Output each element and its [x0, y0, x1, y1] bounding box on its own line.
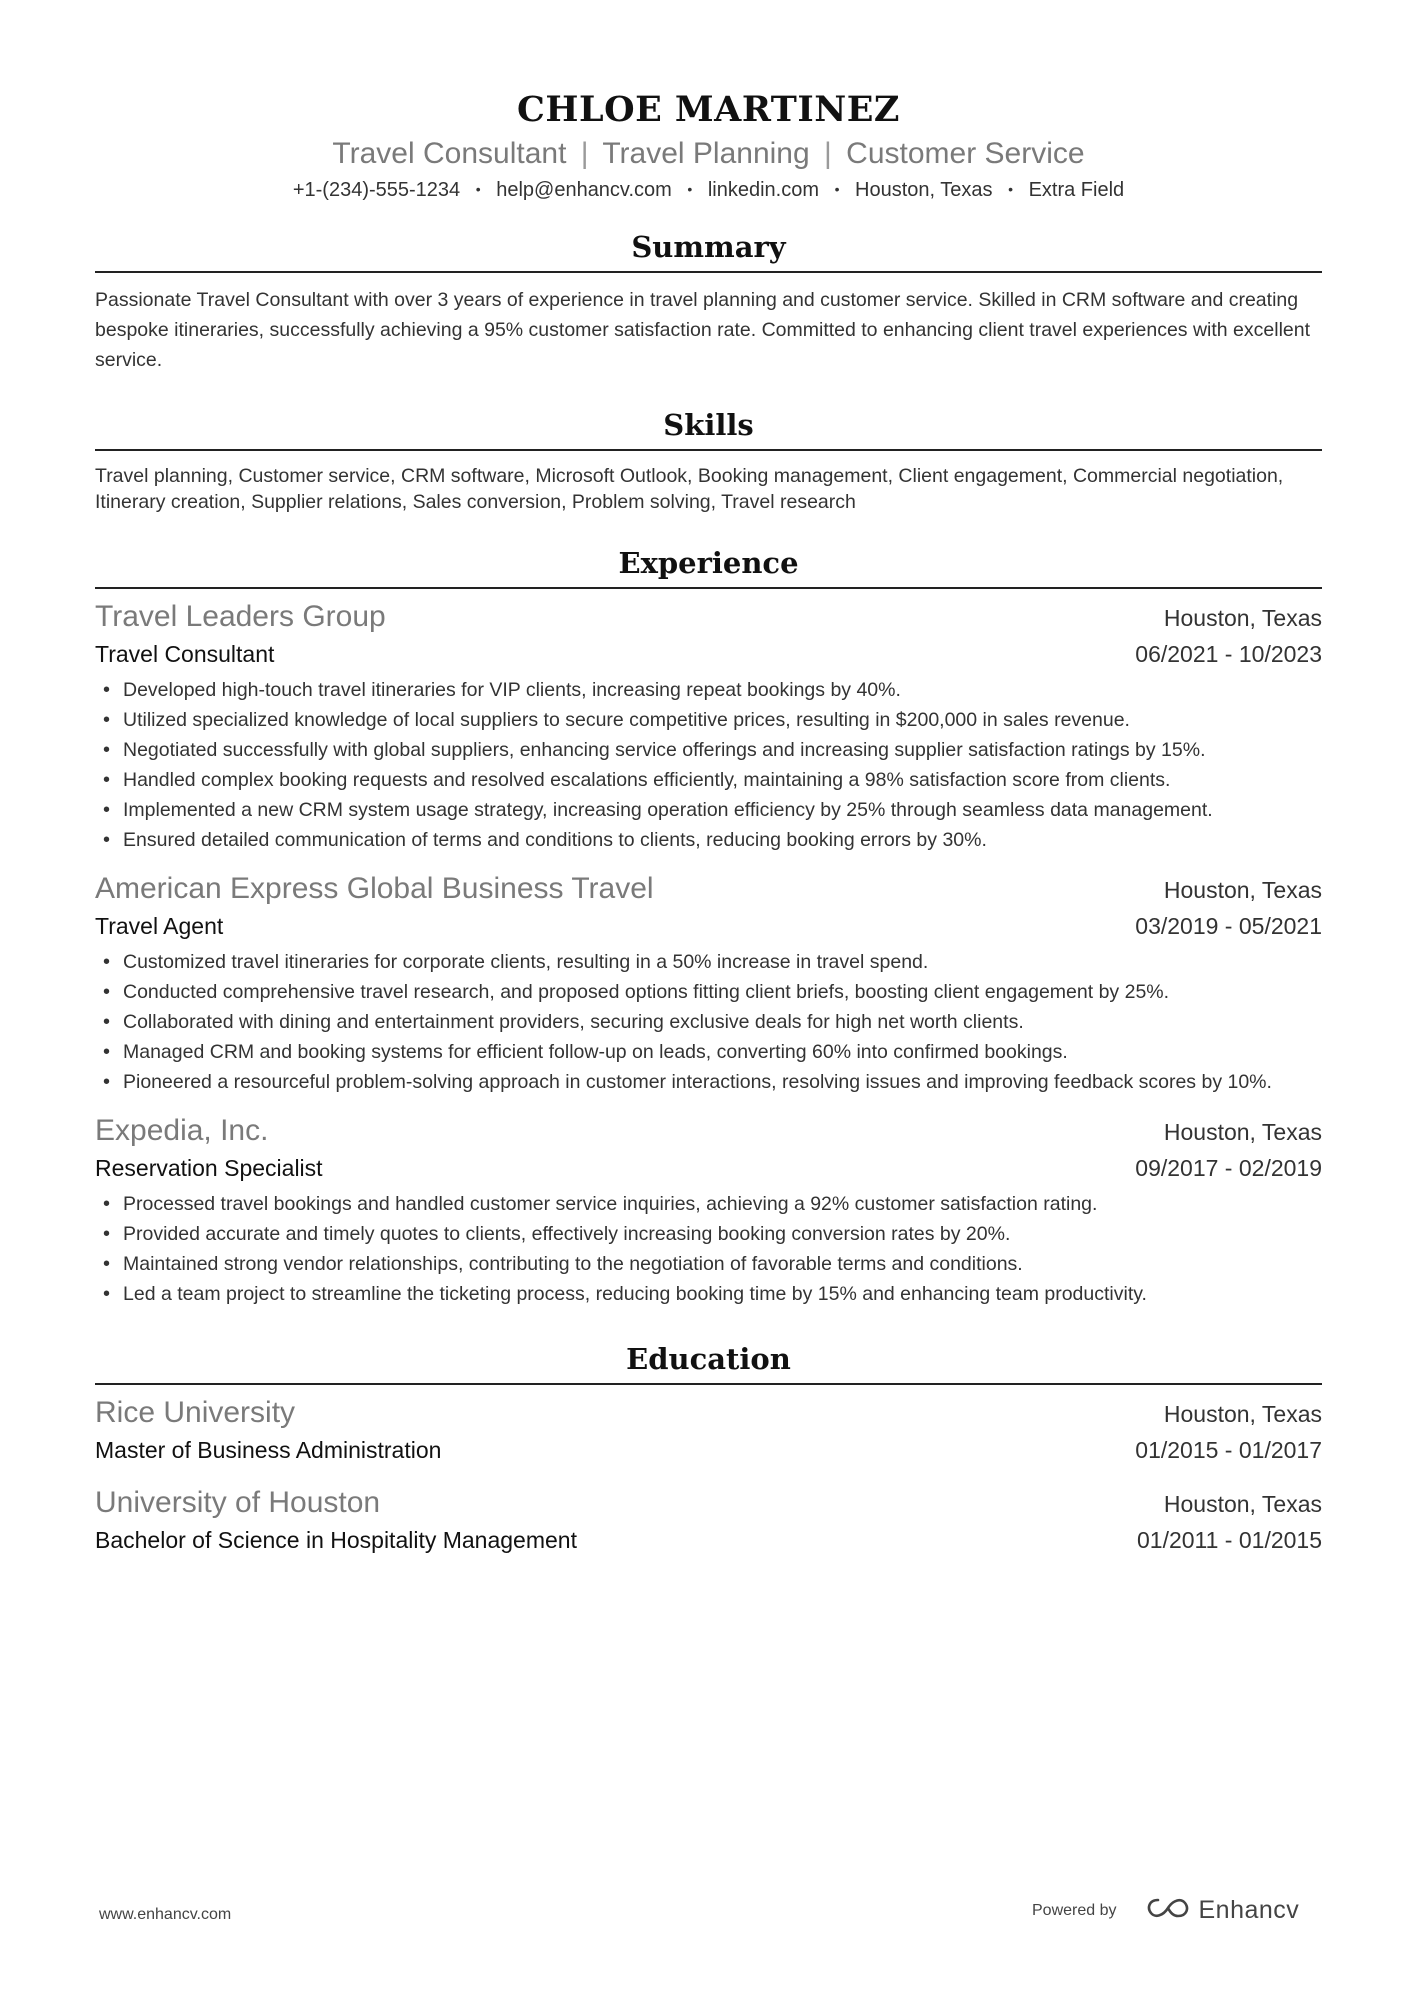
company-name: Travel Leaders Group [95, 600, 386, 633]
job-bullets [95, 1189, 1322, 1309]
resume-content [95, 80, 1322, 1557]
job-bullets [95, 675, 1322, 855]
headline-item: Customer Service [846, 137, 1085, 170]
headline-separator: | [824, 137, 832, 170]
powered-by-label: Powered by [1032, 1901, 1117, 1919]
job-bullet: • Provided accurate and timely quotes to clients, effectively increasing booking conversion rates by 20%. [95, 1219, 1322, 1249]
enhancv-brand-text[interactable]: Enhancv [1198, 1896, 1300, 1924]
education-dates: 01/2015 - 01/2017 [1135, 1437, 1322, 1463]
education-degree-row [95, 1523, 1322, 1557]
headline-item: Travel Consultant [332, 137, 567, 170]
contact-info [95, 176, 1322, 205]
degree-name: Master of Business Administration [95, 1437, 442, 1463]
school-location: Houston, Texas [1163, 1491, 1322, 1517]
section-heading-summary: Summary [95, 227, 1322, 273]
section-heading-skills: Skills [95, 405, 1322, 451]
contact-separator: • [687, 181, 693, 197]
headline-separator: | [580, 137, 589, 170]
contact-extra-field: Extra Field [1028, 179, 1125, 201]
job-bullet: • Collaborated with dining and entertainment providers, securing exclusive deals for high net worth clients. [95, 1007, 1322, 1037]
education-dates: 01/2011 - 01/2015 [1136, 1527, 1322, 1553]
job-bullet: • Maintained strong vendor relationships, contributing to the negotiation of favorable terms and conditions. [95, 1249, 1322, 1279]
education-header-row [95, 1483, 1322, 1523]
contact-linkedin[interactable]: linkedin.com [707, 179, 819, 201]
job-bullet: • Processed travel bookings and handled customer service inquiries, achieving a 92% customer satisfaction rating. [95, 1189, 1322, 1219]
education-entry [95, 1483, 1322, 1557]
section-heading-experience: Experience [95, 543, 1322, 589]
job-bullet: • Handled complex booking requests and resolved escalations efficiently, maintaining a 98% satisfaction score from clients. [95, 765, 1322, 795]
education-list [95, 1393, 1322, 1557]
contact-separator: • [1008, 181, 1013, 197]
resume-header [95, 86, 1322, 205]
job-title: Travel Agent [95, 913, 224, 939]
job-role-row [95, 1151, 1322, 1185]
job-bullet: • Ensured detailed communication of terms and conditions to clients, reducing booking errors by 30%. [95, 825, 1322, 855]
education-entry [95, 1393, 1322, 1467]
school-name: University of Houston [95, 1486, 381, 1519]
job-bullet: • Managed CRM and booking systems for efficient follow-up on leads, converting 60% into confirmed bookings. [95, 1037, 1322, 1067]
job-title: Reservation Specialist [95, 1155, 323, 1181]
job-location: Houston, Texas [1163, 877, 1322, 903]
skills-section [95, 405, 1322, 515]
skills-text: Travel planning, Customer service, CRM software, Microsoft Outlook, Booking management, Client engagement, Commercial negotiation, Itinerary creation, Supplier relations, Sales conversion, Problem solving, Travel research [95, 465, 1284, 513]
job-entry [95, 869, 1322, 1097]
school-location: Houston, Texas [1163, 1401, 1322, 1427]
section-heading-education: Education [95, 1339, 1322, 1385]
enhancv-infinity-logo-icon [1145, 1896, 1191, 1925]
education-section [95, 1339, 1322, 1557]
summary-section [95, 227, 1322, 375]
job-bullet: • Developed high-touch travel itineraries for VIP clients, increasing repeat bookings by 40%. [95, 675, 1322, 705]
job-entry [95, 597, 1322, 855]
footer-website[interactable]: www.enhancv.com [99, 1906, 232, 1923]
contact-location: Houston, Texas [855, 179, 993, 201]
job-bullet: • Implemented a new CRM system usage strategy, increasing operation efficiency by 25% through seamless data management. [95, 795, 1322, 825]
job-bullet: • Led a team project to streamline the ticketing process, reducing booking time by 15% and enhancing team productivity. [95, 1279, 1322, 1309]
education-header-row [95, 1393, 1322, 1433]
job-header-row [95, 597, 1322, 637]
company-name: Expedia, Inc. [95, 1114, 269, 1147]
candidate-name: CHLOE MARTINEZ [517, 89, 900, 130]
job-header-row [95, 869, 1322, 909]
headline [95, 134, 1322, 174]
contact-phone[interactable]: +1-(234)-555-1234 [292, 179, 461, 201]
contact-separator: • [834, 181, 840, 197]
job-bullet: • Negotiated successfully with global suppliers, enhancing service offerings and increasing supplier satisfaction ratings by 15%. [95, 735, 1322, 765]
job-dates: 03/2019 - 05/2021 [1135, 913, 1322, 939]
job-bullet: • Conducted comprehensive travel research, and proposed options fitting client briefs, boosting client engagement by 25%. [95, 977, 1322, 1007]
job-role-row [95, 909, 1322, 943]
education-degree-row [95, 1433, 1322, 1467]
job-entry [95, 1111, 1322, 1309]
footer-branding [1032, 1896, 1299, 1925]
job-dates: 09/2017 - 02/2019 [1135, 1155, 1322, 1181]
job-bullet: • Customized travel itineraries for corporate clients, resulting in a 50% increase in travel spend. [95, 947, 1322, 977]
job-title: Travel Consultant [95, 641, 275, 667]
experience-list [95, 597, 1322, 1309]
job-role-row [95, 637, 1322, 671]
job-bullets [95, 947, 1322, 1097]
job-bullet: • Utilized specialized knowledge of local suppliers to secure competitive prices, resulting in $200,000 in sales revenue. [95, 705, 1322, 735]
headline-item: Travel Planning [602, 137, 810, 170]
job-bullet: • Pioneered a resourceful problem-solving approach in customer interactions, resolving issues and improving feedback scores by 10%. [95, 1067, 1322, 1097]
contact-separator: • [475, 181, 481, 197]
job-header-row [95, 1111, 1322, 1151]
job-dates: 06/2021 - 10/2023 [1135, 641, 1322, 667]
degree-name: Bachelor of Science in Hospitality Management [95, 1527, 577, 1553]
job-location: Houston, Texas [1163, 605, 1322, 631]
company-name: American Express Global Business Travel [95, 872, 654, 905]
summary-text: Passionate Travel Consultant with over 3 years of experience in travel planning and customer service. Skilled in CRM software and creating bespoke itineraries, successfully achieving a 95% customer satisfaction rate. Committed to enhancing client travel experiences with excellent service. [95, 289, 1311, 371]
job-location: Houston, Texas [1163, 1119, 1322, 1145]
experience-section [95, 543, 1322, 1309]
school-name: Rice University [95, 1396, 296, 1429]
contact-email[interactable]: help@enhancv.com [496, 179, 672, 201]
